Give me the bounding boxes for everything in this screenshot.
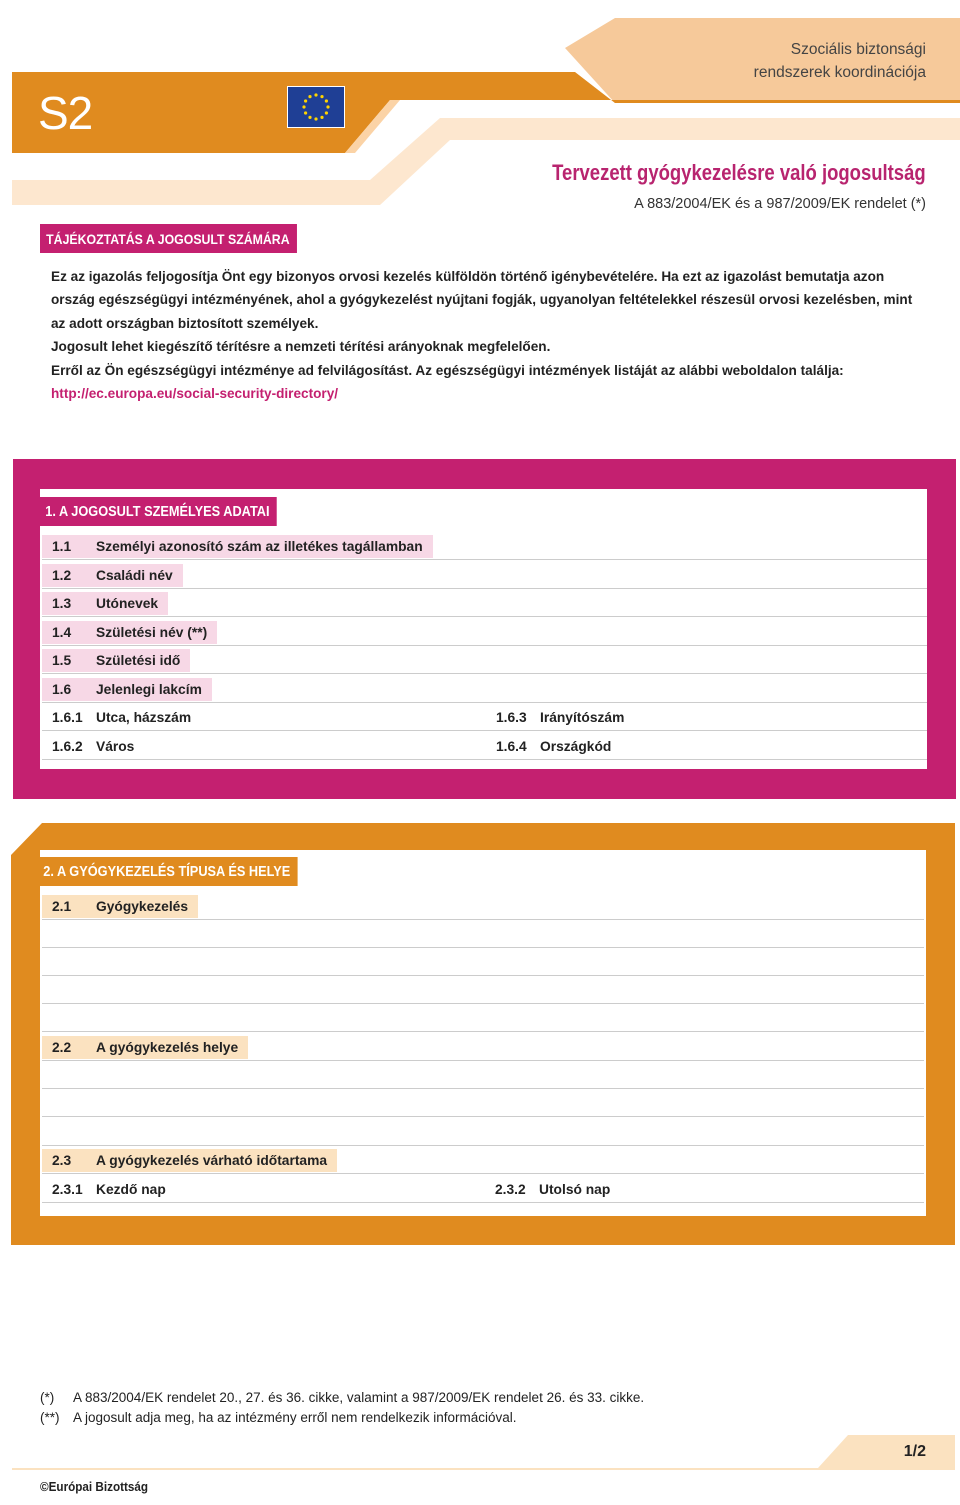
directory-link[interactable]: http://ec.europa.eu/social-security-directory/ (51, 386, 339, 402)
treatment-line-4[interactable] (42, 1004, 924, 1032)
footer-band (0, 1430, 960, 1475)
info-heading: TÁJÉKOZTATÁS A JOGOSULT SZÁMÁRA (40, 224, 297, 253)
document-title: Tervezett gyógykezelésre való jogosultság (552, 160, 926, 185)
field-label: A gyógykezelés várható időtartama (96, 1153, 328, 1168)
field-label: A gyógykezelés helye (96, 1040, 239, 1055)
field-number: 1.3 (52, 596, 72, 611)
field-row-treatment (42, 892, 924, 920)
end-date-field[interactable] (495, 1178, 610, 1201)
section-2-heading: 2. A GYÓGYKEZELÉS TÍPUSA ÉS HELYE (38, 857, 297, 886)
field-label: Születési idő (96, 653, 181, 668)
intro-paragraph-1: Ez az igazolás feljogosítja Önt egy bizonyos orvosi kezelés külföldön történő igénybevételére. Ha ezt az igazolást bemutatja azon ország egészségügyi intézményének, ahol a gyógykezelést nyújtani fogják, ugyanolyan feltételekkel részesül orvosi kezelésben, mint az adott országban biztosított személyek. (51, 269, 913, 331)
field-number: 1.6 (52, 682, 72, 697)
footnotes (40, 1388, 644, 1427)
field-number: 1.6.1 (52, 710, 83, 725)
field-row-birth-date[interactable] (42, 646, 927, 674)
place-line-3[interactable] (42, 1118, 924, 1146)
field-label: Családi név (96, 568, 173, 583)
field-number: 1.5 (52, 653, 72, 668)
field-label: Város (96, 739, 135, 754)
field-number: 2.3.1 (52, 1182, 83, 1197)
field-row-given-names[interactable] (42, 589, 927, 617)
field-number: 1.6.3 (496, 710, 527, 725)
treatment-line-3[interactable] (42, 976, 924, 1004)
field-number: 2.2 (52, 1040, 72, 1055)
field-row-birth-name[interactable] (42, 618, 927, 646)
section-1-heading: 1. A JOGOSULT SZEMÉLYES ADATAI (40, 497, 277, 526)
field-label: Utca, házszám (96, 710, 192, 725)
field-number: 1.1 (52, 539, 72, 554)
organization-name (754, 38, 926, 84)
field-row-street-postcode[interactable] (42, 703, 927, 731)
field-row-treatment-place (42, 1033, 924, 1061)
country-code-field[interactable] (496, 735, 611, 758)
field-label: Utónevek (96, 596, 159, 611)
field-label: Kezdő nap (96, 1182, 166, 1197)
field-label: Születési név (**) (96, 625, 208, 640)
intro-paragraph-2: Jogosult lehet kiegészítő térítésre a nemzeti térítési arányoknak megfelelően. (51, 339, 551, 355)
field-label: Országkód (540, 739, 612, 754)
footnote-2 (40, 1408, 644, 1428)
place-line-1[interactable] (42, 1061, 924, 1089)
field-row-dates[interactable] (42, 1175, 924, 1203)
org-line-2: rendszerek koordinációja (753, 64, 926, 81)
field-number: 2.1 (52, 899, 72, 914)
footnote-2-text: A jogosult adja meg, ha az intézmény erről nem rendelkezik információval. (73, 1409, 517, 1425)
field-row-personal-id[interactable] (42, 532, 927, 560)
field-label: Jelenlegi lakcím (96, 682, 202, 697)
field-number: 1.6.4 (496, 739, 527, 754)
city-field[interactable] (52, 735, 134, 758)
field-number: 2.3.2 (495, 1182, 526, 1197)
intro-text (51, 265, 913, 405)
eu-flag-icon (287, 86, 345, 128)
street-field[interactable] (52, 706, 191, 729)
footnote-2-mark: (**) (40, 1409, 60, 1425)
footnote-1-text: A 883/2004/EK rendelet 20., 27. és 36. cikke, valamint a 987/2009/EK rendelet 26. és 33. cikke. (73, 1390, 645, 1405)
field-label: Utolsó nap (539, 1182, 611, 1197)
intro-paragraph-3-text: Erről az Ön egészségügyi intézménye ad felvilágosítást. Az egészségügyi intézmények listáját az alábbi weboldalon találja: (51, 362, 844, 378)
field-label: Gyógykezelés (96, 899, 189, 914)
treatment-line-1[interactable] (42, 920, 924, 948)
field-label: Személyi azonosító szám az illetékes tagállamban (96, 539, 423, 554)
copyright: ©Európai Bizottság (40, 1479, 149, 1494)
postcode-field[interactable] (496, 706, 624, 729)
field-number: 1.4 (52, 625, 72, 640)
place-line-2[interactable] (42, 1089, 924, 1117)
org-line-1: Szociális biztonsági (790, 41, 926, 58)
field-number: 1.6.2 (52, 739, 83, 754)
field-row-city-country[interactable] (42, 732, 927, 760)
page-number: 1/2 (903, 1443, 926, 1460)
field-row-family-name[interactable] (42, 561, 927, 589)
field-label: Irányítószám (540, 710, 625, 725)
treatment-line-2[interactable] (42, 948, 924, 976)
field-row-current-address (42, 675, 927, 703)
start-date-field[interactable] (52, 1178, 166, 1201)
field-number: 2.3 (52, 1153, 72, 1168)
form-code: S2 (38, 87, 93, 139)
intro-paragraph-3 (51, 359, 913, 406)
footnote-1-mark: (*) (40, 1390, 55, 1405)
field-number: 1.2 (52, 568, 72, 583)
field-row-treatment-duration (42, 1146, 924, 1174)
document-subtitle: A 883/2004/EK és a 987/2009/EK rendelet (*) (634, 196, 926, 212)
footnote-1 (40, 1388, 644, 1408)
